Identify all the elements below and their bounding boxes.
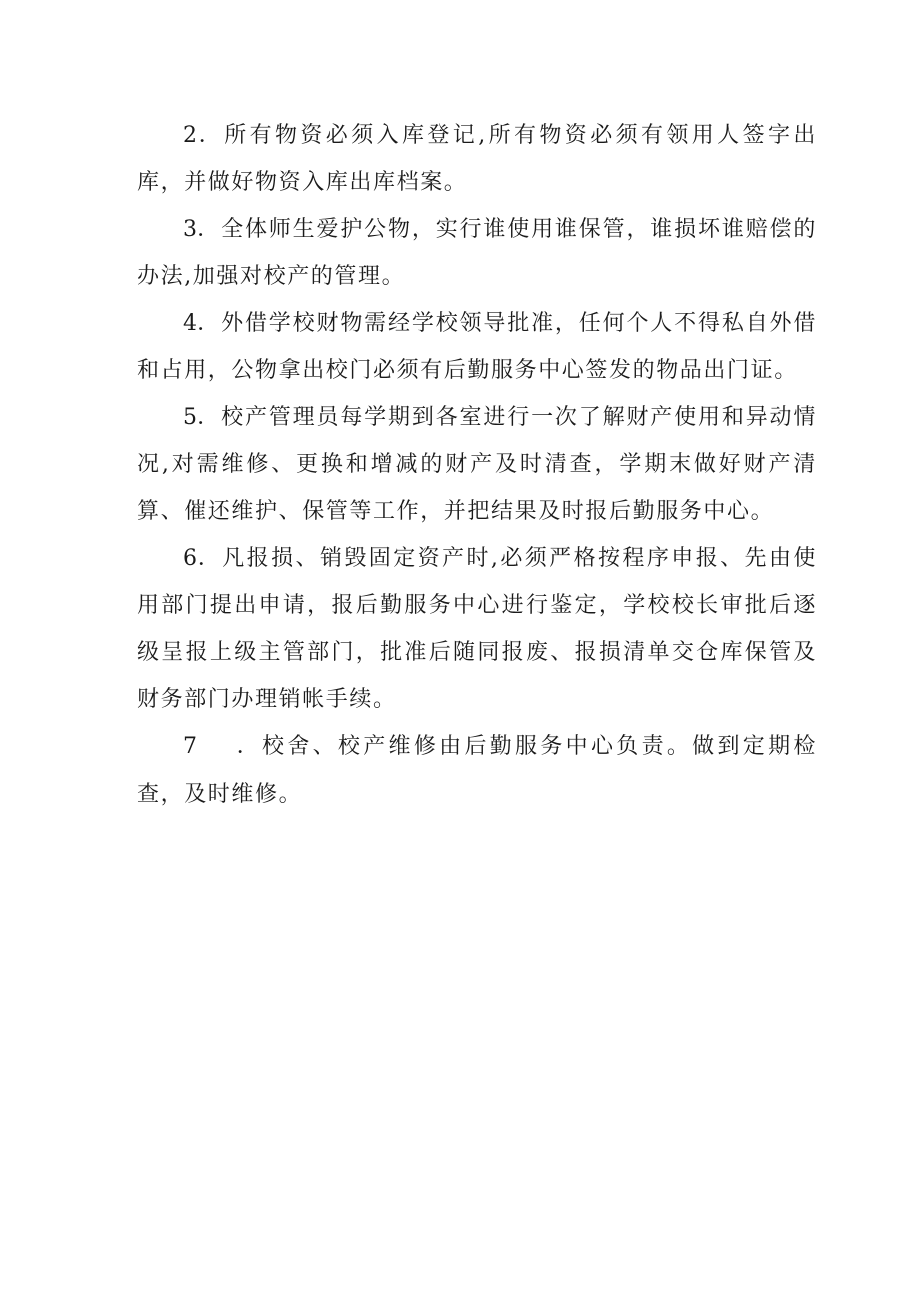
document-body [137,112,817,819]
item-number: 4 [183,311,197,336]
item-number: 5 [183,405,197,430]
item-number: 6 [183,546,197,571]
item-separator: ． [197,311,222,336]
item-number: 3 [183,217,197,242]
paragraph-text: 校产管理员每学期到各室进行一次了解财产使用和异动情况,对需维修、更换和增减的财产及时清查，学期末做好财产清算、催还维护、保管等工作，并把结果及时报后勤服务中心。 [137,405,817,524]
item-separator: ． [197,546,223,571]
item-separator: ． [235,734,263,759]
paragraph-item-5 [137,394,817,535]
paragraph-item-6 [137,535,817,723]
item-number: 7 [183,734,197,759]
paragraph-text: 所有物资必须入库登记,所有物资必须有领用人签字出库，并做好物资入库出库档案。 [137,123,817,195]
paragraph-text: 全体师生爱护公物，实行谁使用谁保管，谁损坏谁赔偿的办法,加强对校产的管理。 [137,217,817,289]
item-separator: ． [197,123,225,148]
paragraph-text: 校舍、校产维修由后勤服务中心负责。做到定期检查，及时维修。 [137,734,817,807]
item-separator: ． [197,217,222,242]
paragraph-text: 外借学校财物需经学校领导批准，任何个人不得私自外借和占用，公物拿出校门必须有后勤服务中心签发的物品出门证。 [137,311,817,383]
item-number: 2 [183,123,197,148]
paragraph-item-7 [137,723,817,819]
paragraph-item-4 [137,300,817,394]
paragraph-item-2 [137,112,817,206]
paragraph-text: 凡报损、销毁固定资产时,必须严格按程序申报、先由使用部门提出申请，报后勤服务中心进行鉴定，学校校长审批后逐级呈报上级主管部门，批准后随同报废、报损清单交仓库保管及财务部门办理销帐手续。 [137,546,817,712]
item-separator: ． [197,405,222,430]
paragraph-item-3 [137,206,817,300]
